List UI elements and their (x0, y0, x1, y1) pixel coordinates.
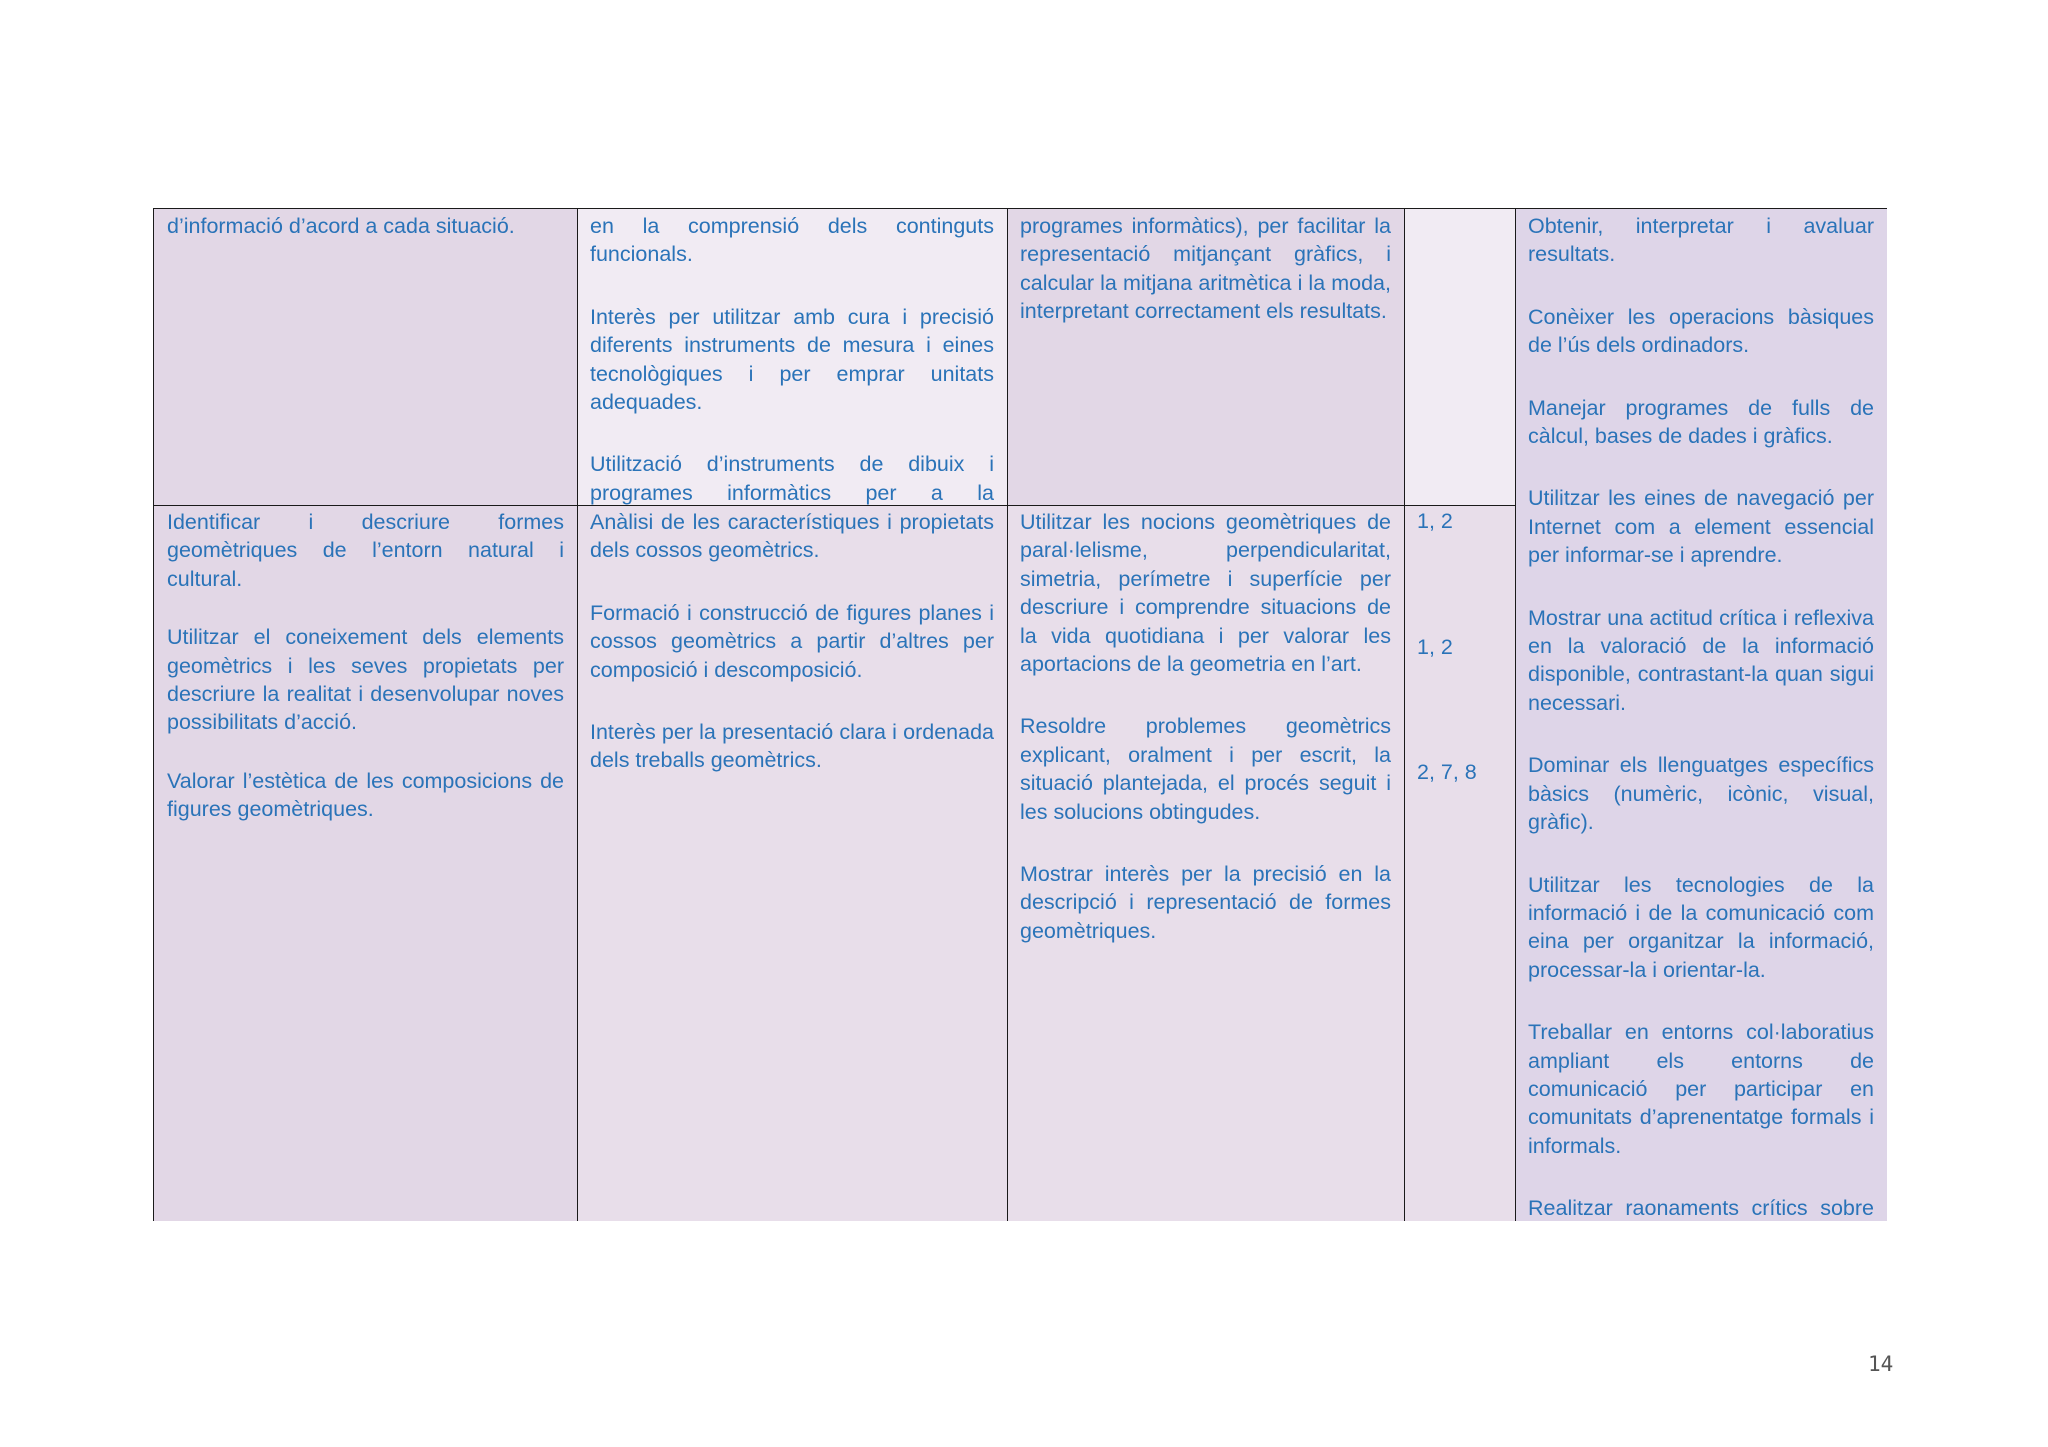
competence-item: Obtenir, interpretar i avaluar resultats. (1528, 214, 1874, 267)
row1-criteria-cell (1007, 209, 1404, 505)
column-divider (577, 209, 578, 1221)
row1-competences-cell (1404, 209, 1515, 505)
competence-item: Manejar programes de fulls de càlcul, bases de dades i gràfics. (1528, 395, 1874, 449)
row2-criteria-text: Mostrar interès per la precisió en la descripció i representació de formes geomètriques. (1020, 862, 1391, 943)
row1-content-text: en la comprensió dels continguts funcionals. (590, 214, 994, 267)
competence-item: Conèixer les operacions bàsiques de l’ús dels ordinadors. (1528, 304, 1874, 358)
page-number: 14 (1868, 1352, 1894, 1376)
competence-item: Dominar els llenguatges específics bàsics (numèric, icònic, visual, gràfic). (1528, 753, 1874, 835)
curriculum-table (153, 208, 1887, 1221)
row2-content-text: Formació i construcció de figures planes i cossos geomètrics a partir d’altres per composició i descomposició. (590, 600, 994, 682)
row2-content-text: Anàlisi de les característiques i propietats dels cossos geomètrics. (590, 510, 994, 563)
competence-item: Utilitzar les eines de navegació per Internet com a element essencial per informar-se i aprendre. (1528, 486, 1874, 568)
row2-contents-cell (577, 505, 1007, 1221)
row2-competences-cell (1404, 505, 1515, 1221)
column-divider (1404, 209, 1405, 1221)
competence-ref: 2, 7, 8 (1417, 760, 1477, 784)
competence-item: Realitzar raonaments crítics sobre (1528, 1196, 1874, 1221)
row2-criteria-cell (1007, 505, 1404, 1221)
basic-competences-cell (1515, 209, 1887, 1221)
column-divider (1515, 209, 1516, 1221)
row1-content-text: Utilització d’instruments de dibuix i programes informàtics per a la (590, 452, 994, 505)
competence-item: Treballar en entorns col·laboratius ampliant els entorns de comunicació per participar en comunitats d’aprenentatge formals i informals. (1528, 1020, 1874, 1158)
row2-objective-text: Identificar i descriure formes geomètriques de l’entorn natural i cultural. (167, 510, 564, 591)
row1-objective-text: d’informació d’acord a cada situació. (167, 214, 515, 238)
column-divider (1007, 209, 1008, 1221)
row1-objectives-cell (154, 209, 577, 505)
row1-contents-cell (577, 209, 1007, 505)
row2-content-text: Interès per la presentació clara i ordenada dels treballs geomètrics. (590, 720, 994, 773)
row2-criteria-text: Resoldre problemes geomètrics explicant, oralment i per escrit, la situació plantejada, el procés seguit i les solucions obtingudes. (1020, 714, 1391, 824)
competence-ref: 1, 2 (1417, 635, 1453, 659)
row2-criteria-text: Utilitzar les nocions geomètriques de paral·lelisme, perpendicularitat, simetria, perímetre i superfície per descriure i comprendre situacions de la vida quotidiana i per valorar les aportacions de la geometria en l’art. (1020, 510, 1391, 677)
row2-objective-text: Utilitzar el coneixement dels elements geomètrics i les seves propietats per descriure la realitat i desenvolupar noves possibilitats d’acció. (167, 625, 564, 735)
row-divider (154, 505, 1515, 506)
row2-objectives-cell (154, 505, 577, 1221)
row2-objective-text: Valorar l’estètica de les composicions de figures geomètriques. (167, 768, 564, 822)
competence-item: Utilitzar les tecnologies de la informació i de la comunicació com eina per organitzar la informació, processar-la i orientar-la. (1528, 872, 1874, 982)
row1-content-text: Interès per utilitzar amb cura i precisió diferents instruments de mesura i eines tecnològiques i per emprar unitats adequades. (590, 304, 994, 415)
competence-ref: 1, 2 (1417, 509, 1453, 533)
row1-criteria-text: programes informàtics), per facilitar la representació mitjançant gràfics, i calcular la mitjana aritmètica i la moda, interpretant correctament els resultats. (1020, 214, 1391, 324)
competence-item: Mostrar una actitud crítica i reflexiva en la valoració de la informació disponible, contrastant-la quan sigui necessari. (1528, 605, 1874, 715)
